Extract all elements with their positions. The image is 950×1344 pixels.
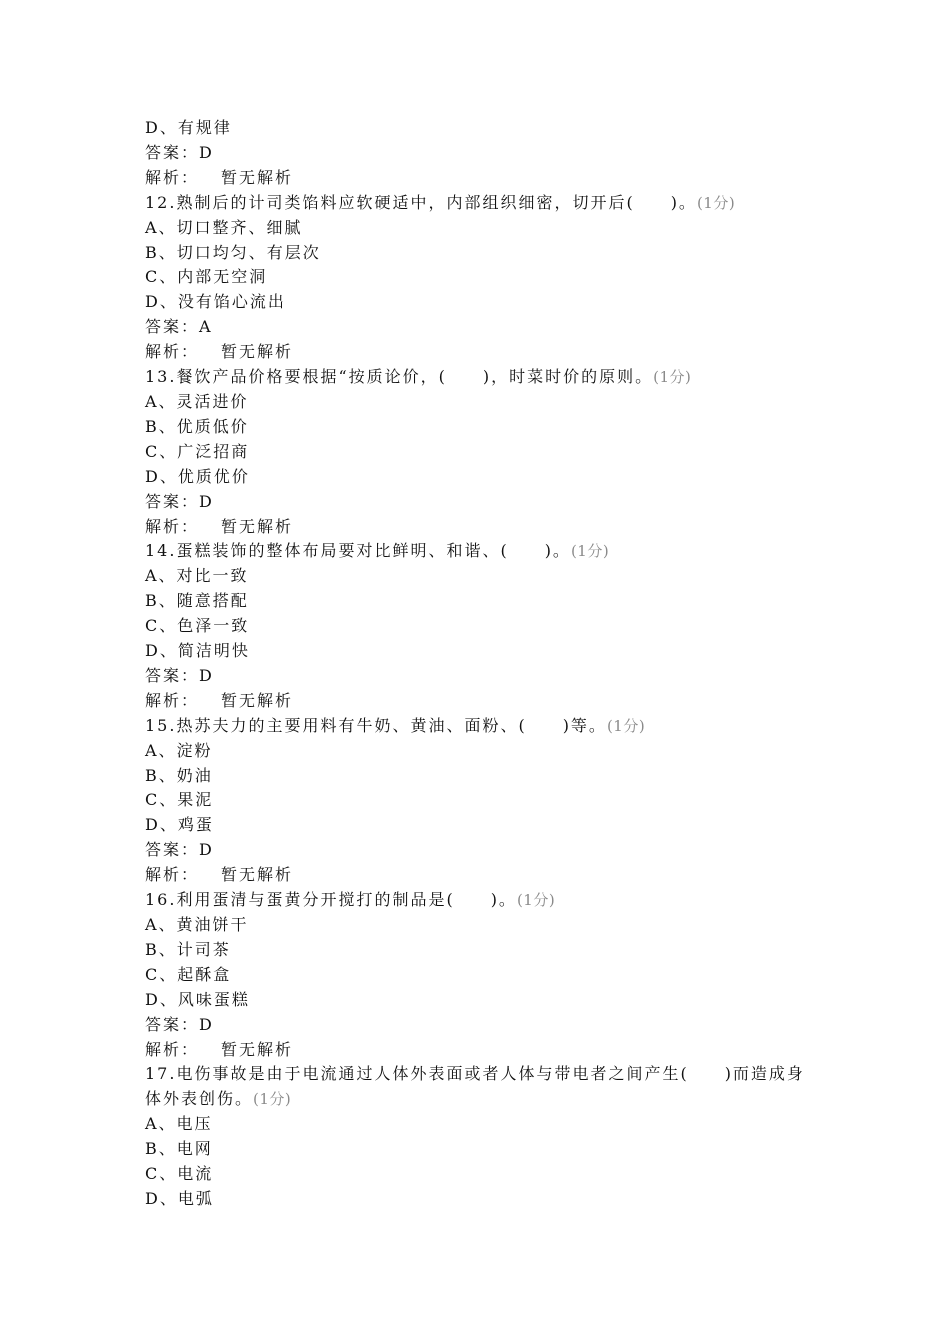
analysis-line	[145, 515, 825, 540]
answer-value: D	[199, 142, 214, 162]
option-item: B、电网	[145, 1139, 213, 1159]
option-item: A、电压	[145, 1114, 213, 1134]
analysis-label: 解析：	[145, 516, 200, 536]
answer-value: D	[199, 1014, 214, 1034]
analysis-value: 暂无解析	[221, 167, 294, 187]
answer-line	[145, 1013, 825, 1038]
question-text: 15.热苏夫力的主要用料有牛奶、黄油、面粉、( )等。	[145, 715, 607, 735]
analysis-line	[145, 340, 825, 365]
analysis-label: 解析：	[145, 342, 200, 362]
question-stem	[145, 714, 825, 739]
answer-line	[145, 490, 825, 515]
analysis-value: 暂无解析	[221, 865, 294, 885]
option-item: D、优质优价	[145, 466, 250, 486]
answer-label: 答案：	[145, 317, 200, 337]
answer-label: 答案：	[145, 840, 200, 860]
option-item: C、果泥	[145, 790, 214, 810]
answer-label: 答案：	[145, 142, 200, 162]
question-stem	[145, 539, 825, 564]
leading-option: D、有规律	[145, 118, 232, 137]
analysis-line	[145, 863, 825, 888]
question-text: 14.蛋糕装饰的整体布局要对比鲜明、和谐、( )。	[145, 541, 571, 561]
question-text: 12.熟制后的计司类馅料应软硬适中，内部组织细密，切开后( )。	[145, 192, 697, 212]
question-text: 13.餐饮产品价格要根据“按质论价，( )，时菜时价的原则。	[145, 367, 654, 387]
question-score: (1分)	[696, 193, 736, 212]
option-item: C、广泛招商	[145, 441, 250, 461]
option-item: B、计司茶	[145, 939, 231, 959]
option-item: C、电流	[145, 1164, 214, 1184]
question-score: (1分)	[653, 368, 692, 387]
analysis-label: 解析：	[145, 1039, 200, 1059]
option-item: B、随意搭配	[145, 591, 249, 611]
question-list	[145, 191, 825, 1212]
analysis-value: 暂无解析	[221, 1039, 294, 1059]
option-item: D、简洁明快	[145, 641, 250, 661]
leading-analysis	[145, 166, 825, 191]
answer-value: D	[199, 840, 214, 860]
option-item: A、对比一致	[145, 566, 249, 586]
question-score: (1分)	[253, 1090, 292, 1109]
option-item: A、黄油饼干	[145, 915, 249, 934]
question-block	[145, 714, 825, 888]
question-stem	[145, 888, 825, 913]
question-block	[145, 1062, 825, 1211]
question-block	[145, 191, 825, 365]
analysis-value: 暂无解析	[221, 516, 294, 536]
analysis-line	[145, 1038, 825, 1063]
leading-answer	[145, 141, 825, 166]
option-item: C、色泽一致	[145, 616, 250, 636]
question-block	[145, 888, 825, 1062]
question-stem	[145, 1062, 810, 1112]
option-item: B、优质低价	[145, 416, 249, 436]
option-item: A、切口整齐、细腻	[145, 217, 303, 237]
question-text: 16.利用蛋清与蛋黄分开搅打的制品是( )。	[145, 890, 517, 910]
question-block	[145, 539, 825, 713]
answer-label: 答案：	[145, 665, 200, 685]
answer-value: D	[199, 665, 214, 685]
option-item: C、内部无空洞	[145, 267, 268, 287]
analysis-value: 暂无解析	[221, 342, 294, 362]
answer-line	[145, 664, 825, 689]
answer-label: 答案：	[145, 1014, 200, 1034]
question-score: (1分)	[516, 891, 556, 910]
option-item: B、切口均匀、有层次	[145, 242, 321, 262]
analysis-line	[145, 689, 825, 714]
analysis-label: 解析：	[145, 167, 200, 187]
question-score: (1分)	[570, 542, 610, 561]
option-item: C、起酥盒	[145, 964, 232, 984]
analysis-value: 暂无解析	[221, 690, 294, 710]
analysis-label: 解析：	[145, 865, 200, 885]
question-score: (1分)	[606, 716, 646, 735]
answer-value: D	[199, 491, 214, 511]
answer-line	[145, 838, 825, 863]
option-item: A、淀粉	[145, 740, 213, 760]
option-item: D、鸡蛋	[145, 815, 214, 835]
analysis-label: 解析：	[145, 690, 200, 710]
question-stem	[145, 365, 825, 390]
answer-line	[145, 315, 825, 340]
answer-label: 答案：	[145, 491, 200, 511]
option-item: B、奶油	[145, 765, 213, 785]
document-page	[145, 116, 825, 1212]
answer-value: A	[199, 317, 213, 337]
option-item: D、电弧	[145, 1188, 214, 1208]
question-stem	[145, 191, 825, 216]
question-text: 17.电伤事故是由于电流通过人体外表面或者人体与带电者之间产生( )而造成身体外表创伤。	[145, 1064, 805, 1109]
question-block	[145, 365, 825, 539]
option-item: D、风味蛋糕	[145, 989, 250, 1009]
option-item: D、没有馅心流出	[145, 292, 286, 312]
option-item: A、灵活进价	[145, 391, 249, 411]
